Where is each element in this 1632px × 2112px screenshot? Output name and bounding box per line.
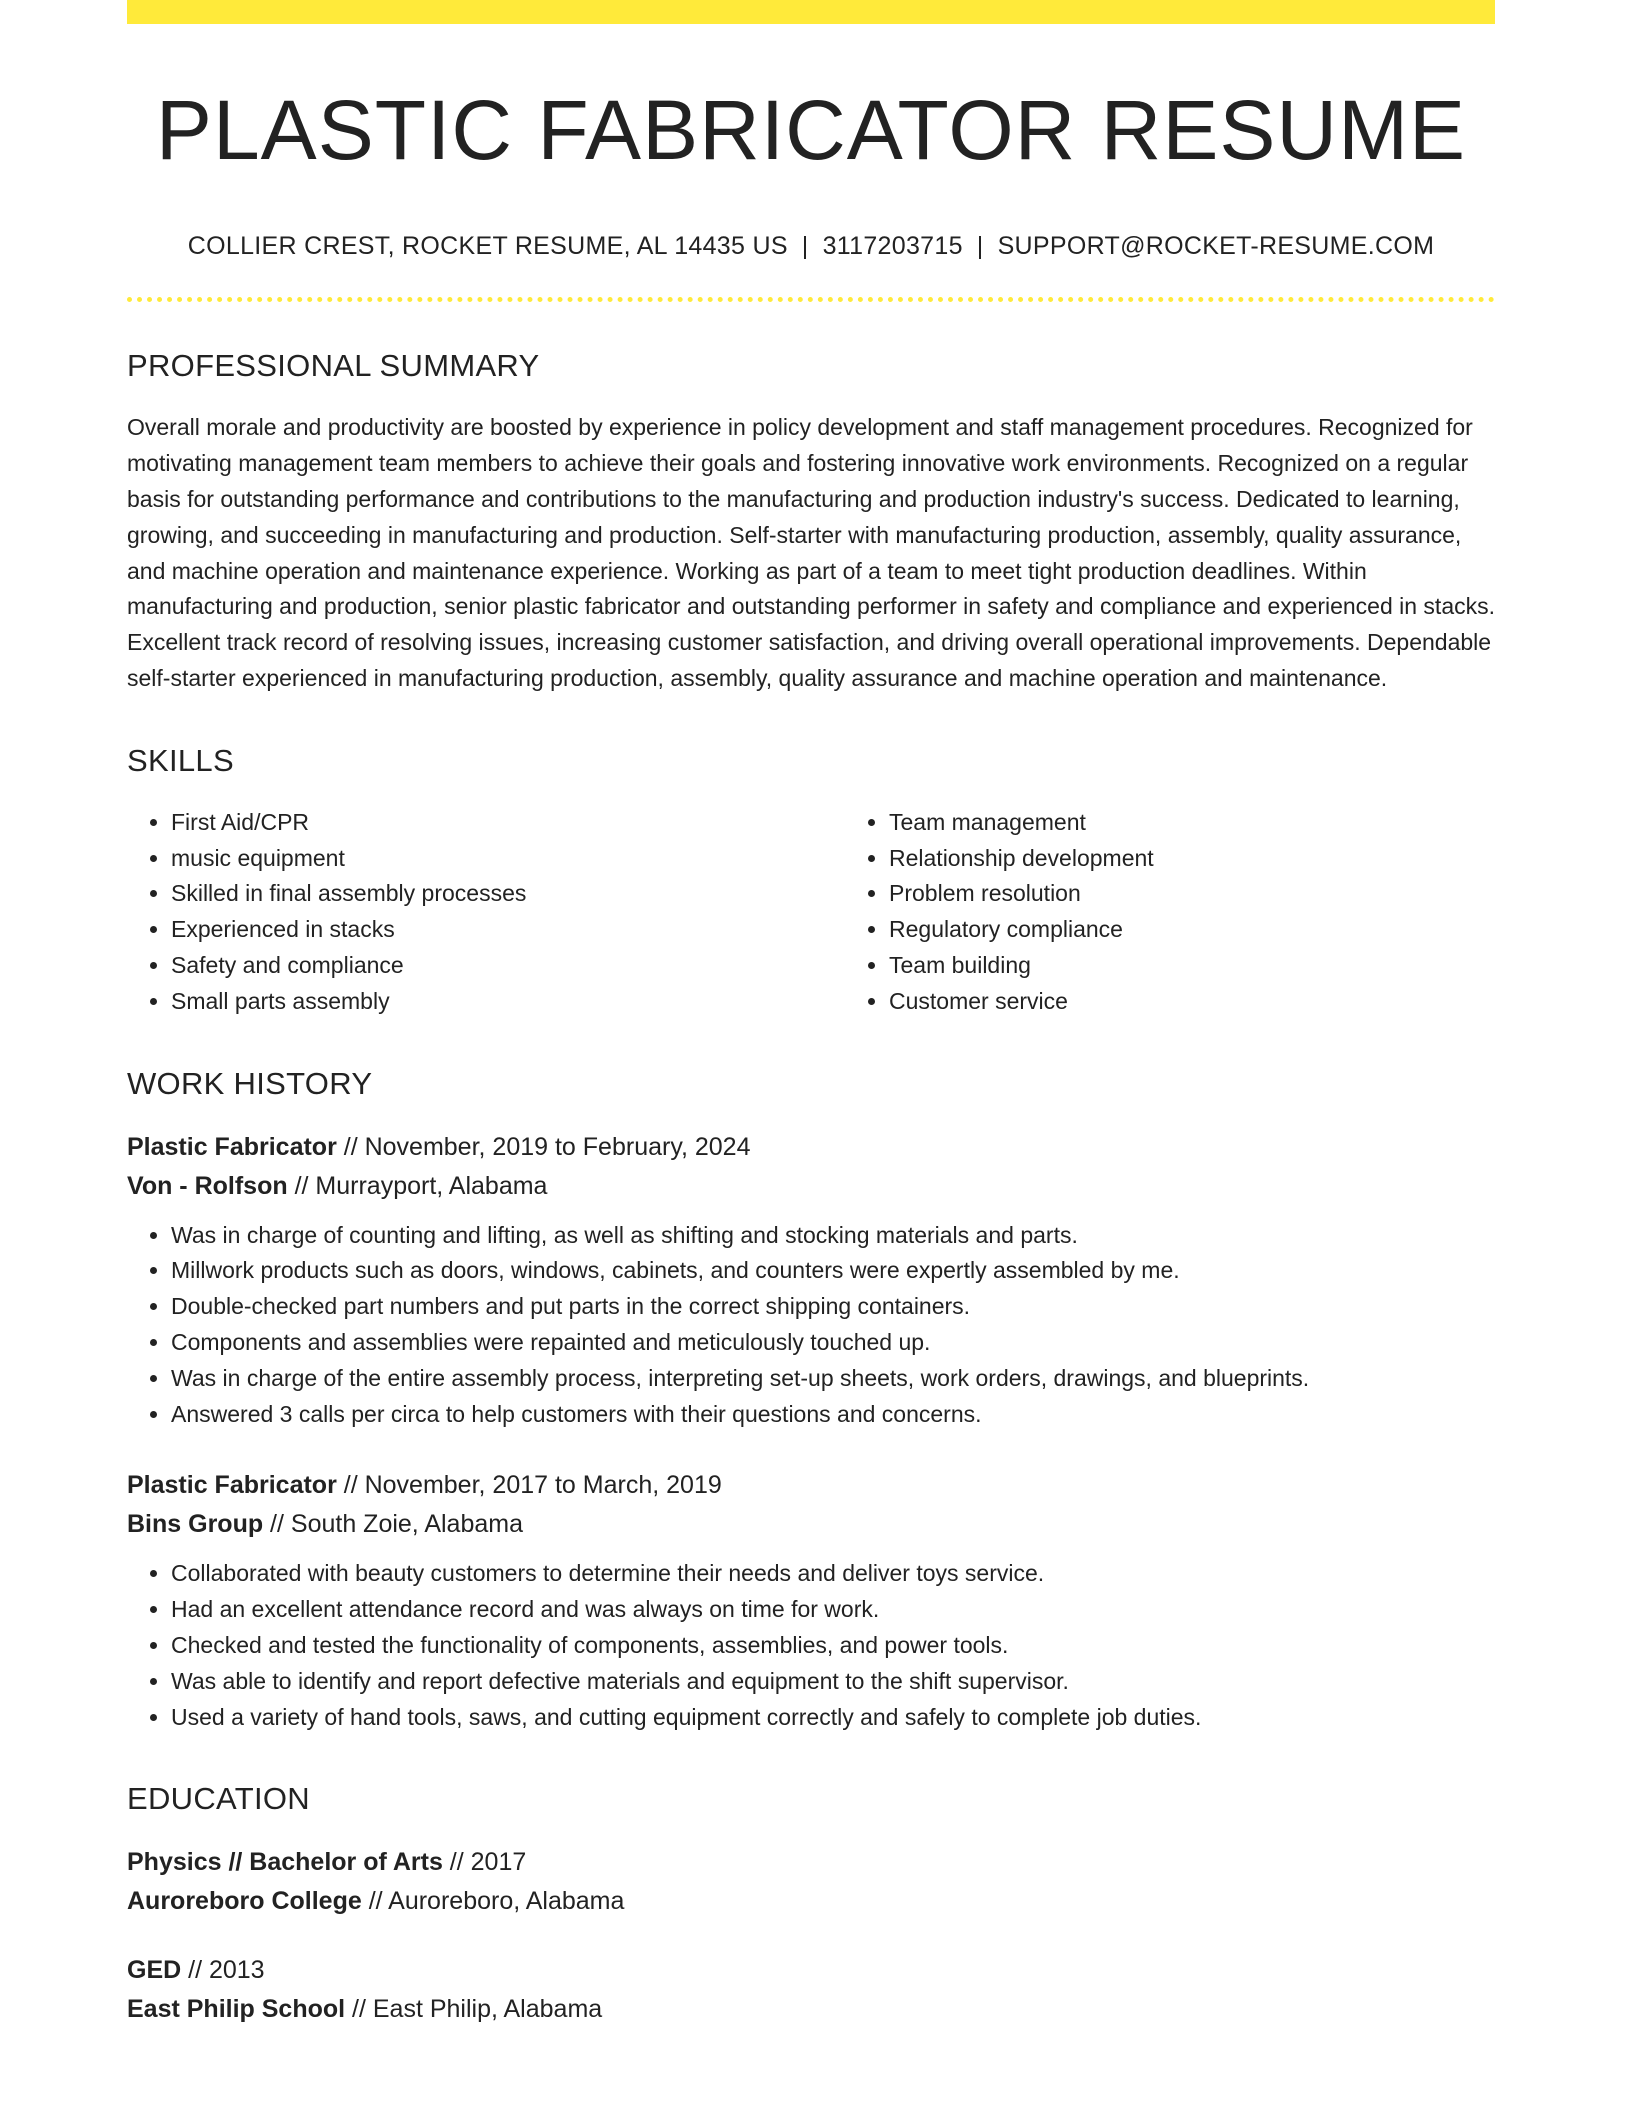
education-year: // 2013 xyxy=(181,1956,265,1985)
skill-item: • Team building xyxy=(889,948,1495,984)
job-duty: • Was in charge of counting and lifting, as well as shifting and stocking materials and parts. xyxy=(171,1218,1495,1254)
education-location: // East Philip, Alabama xyxy=(345,1995,603,2024)
job-company: Von - Rolfson xyxy=(127,1171,288,1200)
job-title-line xyxy=(127,1128,1495,1167)
education-degree: Physics // Bachelor of Arts xyxy=(127,1848,443,1877)
job-duty: • Had an excellent attendance record and was always on time for work. xyxy=(171,1592,1495,1628)
job-duty: • Double-checked part numbers and put parts in the correct shipping containers. xyxy=(171,1289,1495,1325)
job-duty: • Answered 3 calls per circa to help customers with their questions and concerns. xyxy=(171,1397,1495,1433)
job-duty: • Checked and tested the functionality of components, assemblies, and power tools. xyxy=(171,1628,1495,1664)
contact-separator: | xyxy=(976,232,984,261)
summary-heading: PROFESSIONAL SUMMARY xyxy=(127,348,540,384)
skill-item: • Team management xyxy=(889,805,1495,841)
summary-text: Overall morale and productivity are boosted by experience in policy development and staff management procedures. Recognized for motivating management team members to achieve their goals and fostering innovative work environments. Recognized on a regular basis for outstanding performance and contributions to the manufacturing and production industry's success. Dedicated to learning, growing, and succeeding in manufacturing and production. Self-starter with manufacturing production, assembly, quality assurance, and machine operation and maintenance experience. Working as part of a team to meet tight production deadlines. Within manufacturing and production, senior plastic fabricator and outstanding performer in safety and compliance and experienced in stacks. Excellent track record of resolving issues, increasing customer satisfaction, and driving overall operational improvements. Dependable self-starter experienced in manufacturing production, assembly, quality assurance and machine operation and maintenance. xyxy=(127,414,1496,691)
resume-page xyxy=(127,0,1495,2029)
job-duty: • Collaborated with beauty customers to determine their needs and deliver toys service. xyxy=(171,1556,1495,1592)
job-duty: • Used a variety of hand tools, saws, and cutting equipment correctly and safely to complete job duties. xyxy=(171,1700,1495,1736)
job-title-line xyxy=(127,1466,1495,1505)
skill-item: • Small parts assembly xyxy=(171,984,845,1020)
education-degree-line xyxy=(127,1843,1495,1882)
resume-title: PLASTIC FABRICATOR RESUME xyxy=(155,83,1467,177)
education-school-line xyxy=(127,1990,1495,2029)
job-dates: // November, 2017 to March, 2019 xyxy=(336,1471,722,1500)
contact-phone: 3117203715 xyxy=(822,232,963,261)
job-company-line xyxy=(127,1505,1495,1544)
job-location: // South Zoie, Alabama xyxy=(263,1510,523,1539)
skill-item: • Skilled in final assembly processes xyxy=(171,876,845,912)
job-entry xyxy=(127,1128,1495,1433)
job-company-line xyxy=(127,1167,1495,1206)
education-heading: EDUCATION xyxy=(127,1781,310,1817)
contact-line xyxy=(127,232,1495,261)
job-company: Bins Group xyxy=(127,1510,264,1539)
skill-item: • Problem resolution xyxy=(889,876,1495,912)
job-duty: • Millwork products such as doors, windows, cabinets, and counters were expertly assembled by me. xyxy=(171,1253,1495,1289)
work-history-heading: WORK HISTORY xyxy=(127,1065,373,1101)
education-entry xyxy=(127,1843,1495,1921)
skills-column-right xyxy=(845,805,1495,1020)
skill-item: • music equipment xyxy=(171,841,845,877)
job-title: Plastic Fabricator xyxy=(127,1132,337,1161)
job-title: Plastic Fabricator xyxy=(127,1471,337,1500)
education-degree-line xyxy=(127,1951,1495,1990)
job-dates: // November, 2019 to February, 2024 xyxy=(336,1132,751,1161)
skill-item: • Experienced in stacks xyxy=(171,912,845,948)
education-school-line xyxy=(127,1882,1495,1921)
job-duties xyxy=(127,1218,1495,1433)
contact-separator: | xyxy=(801,232,809,261)
job-entry xyxy=(127,1466,1495,1735)
contact-address: COLLIER CREST, ROCKET RESUME, AL 14435 US xyxy=(187,232,788,261)
job-location: // Murrayport, Alabama xyxy=(287,1171,548,1200)
skill-item: • Safety and compliance xyxy=(171,948,845,984)
job-duty: • Was in charge of the entire assembly process, interpreting set-up sheets, work orders, drawings, and blueprints. xyxy=(171,1361,1495,1397)
education-degree: GED xyxy=(127,1956,182,1985)
skill-item: • Customer service xyxy=(889,984,1495,1020)
skill-item: • Regulatory compliance xyxy=(889,912,1495,948)
job-duties xyxy=(127,1556,1495,1735)
education-year: // 2017 xyxy=(442,1848,527,1877)
job-duty: • Components and assemblies were repainted and meticulously touched up. xyxy=(171,1325,1495,1361)
education-school: East Philip School xyxy=(127,1995,346,2024)
dotted-divider xyxy=(127,297,1495,302)
skill-item: • Relationship development xyxy=(889,841,1495,877)
education-school: Auroreboro College xyxy=(127,1887,362,1916)
skills-column-left xyxy=(127,805,845,1020)
accent-bar xyxy=(127,0,1495,24)
skills-list xyxy=(127,805,1495,1020)
education-location: // Auroreboro, Alabama xyxy=(361,1887,625,1916)
skill-item: • First Aid/CPR xyxy=(171,805,845,841)
contact-email: SUPPORT@ROCKET-RESUME.COM xyxy=(997,232,1435,261)
skills-heading: SKILLS xyxy=(127,742,234,778)
education-entry xyxy=(127,1951,1495,2029)
job-duty: • Was able to identify and report defective materials and equipment to the shift supervisor. xyxy=(171,1664,1495,1700)
